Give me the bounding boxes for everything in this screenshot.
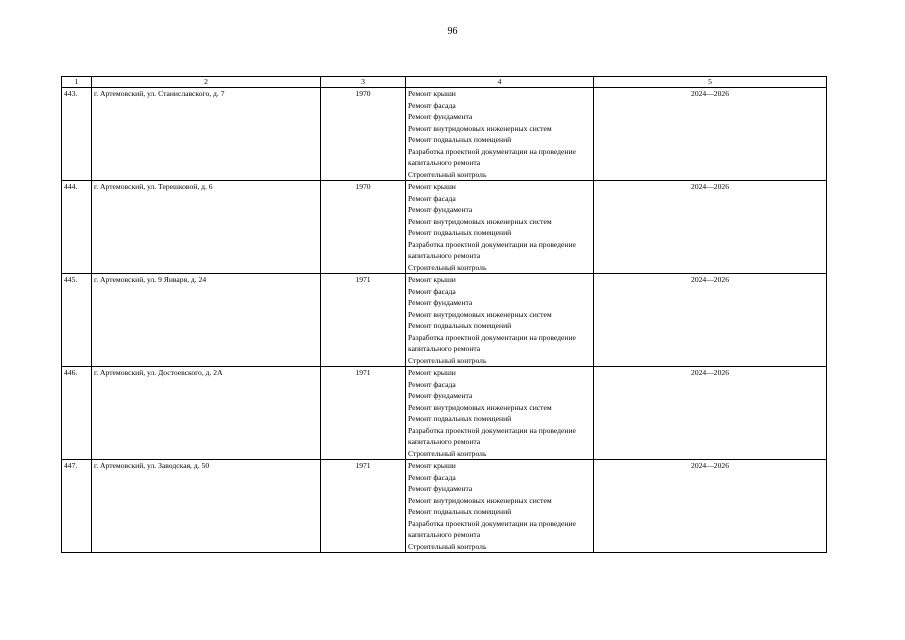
year-cell: 1971 <box>321 460 406 553</box>
period-cell: 2024—2026 <box>594 274 827 367</box>
work-item: Строительный контроль <box>408 541 487 551</box>
works-cell <box>406 367 594 460</box>
work-item: Ремонт подвальных помещений <box>408 228 512 237</box>
page-number: 96 <box>447 26 458 37</box>
work-item: Ремонт фундамента <box>408 484 473 493</box>
row-number-cell: 446. <box>62 367 92 460</box>
work-item: Разработка проектной документации на проведение капитального ремонта <box>408 332 576 353</box>
work-item: Ремонт крыши <box>408 461 456 470</box>
work-item: Ремонт фасада <box>408 472 456 482</box>
work-item: Ремонт фасада <box>408 286 456 296</box>
year-cell: 1971 <box>321 274 406 367</box>
work-item: Ремонт фундамента <box>408 391 473 400</box>
works-cell <box>406 181 594 274</box>
work-item: Строительный контроль <box>408 448 487 458</box>
period-cell: 2024—2026 <box>594 181 827 274</box>
table-row <box>62 181 827 274</box>
address-cell: г. Артемовский, ул. Заводская, д. 50 <box>92 460 321 553</box>
work-item: Ремонт фундамента <box>408 205 473 214</box>
period-cell: 2024—2026 <box>594 367 827 460</box>
period-cell: 2024—2026 <box>594 460 827 553</box>
work-item: Ремонт фундамента <box>408 298 473 307</box>
work-item: Ремонт фасада <box>408 100 456 110</box>
row-number-cell: 444. <box>62 181 92 274</box>
work-item: Ремонт внутридомовых инженерных систем <box>408 495 552 505</box>
work-item: Ремонт фундамента <box>408 112 473 121</box>
work-item: Ремонт внутридомовых инженерных систем <box>408 123 552 133</box>
row-number-cell: 445. <box>62 274 92 367</box>
work-item: Ремонт внутридомовых инженерных систем <box>408 402 552 412</box>
table-row <box>62 88 827 181</box>
address-cell: г. Артемовский, ул. 9 Января, д. 24 <box>92 274 321 367</box>
works-cell <box>406 460 594 553</box>
table-row <box>62 367 827 460</box>
work-item: Ремонт подвальных помещений <box>408 507 512 516</box>
column-header: 2 <box>92 77 321 88</box>
work-item: Разработка проектной документации на проведение капитального ремонта <box>408 239 576 260</box>
work-item: Разработка проектной документации на проведение капитального ремонта <box>408 425 576 446</box>
address-cell: г. Артемовский, ул. Станиславского, д. 7 <box>92 88 321 181</box>
work-item: Ремонт крыши <box>408 182 456 191</box>
year-cell: 1970 <box>321 88 406 181</box>
row-number-cell: 447. <box>62 460 92 553</box>
period-cell: 2024—2026 <box>594 88 827 181</box>
work-item: Строительный контроль <box>408 355 487 365</box>
column-header: 3 <box>321 77 406 88</box>
column-header: 5 <box>594 77 827 88</box>
address-cell: г. Артемовский, ул. Терешковой, д. 6 <box>92 181 321 274</box>
work-item: Ремонт фасада <box>408 379 456 389</box>
capital-repair-table <box>61 76 827 553</box>
work-item: Ремонт подвальных помещений <box>408 321 512 330</box>
work-item: Ремонт внутридомовых инженерных систем <box>408 216 552 226</box>
column-header: 4 <box>406 77 594 88</box>
work-item: Ремонт внутридомовых инженерных систем <box>408 309 552 319</box>
table-row <box>62 460 827 553</box>
work-item: Ремонт фасада <box>408 193 456 203</box>
work-item: Ремонт крыши <box>408 275 456 284</box>
work-item: Ремонт подвальных помещений <box>408 135 512 144</box>
work-item: Строительный контроль <box>408 262 487 272</box>
year-cell: 1971 <box>321 367 406 460</box>
table-row <box>62 274 827 367</box>
row-number-cell: 443. <box>62 88 92 181</box>
column-header: 1 <box>62 77 92 88</box>
works-cell <box>406 88 594 181</box>
work-item: Строительный контроль <box>408 169 487 179</box>
work-item: Ремонт крыши <box>408 368 456 377</box>
works-cell <box>406 274 594 367</box>
year-cell: 1970 <box>321 181 406 274</box>
work-item: Разработка проектной документации на проведение капитального ремонта <box>408 146 576 167</box>
table-header-row <box>62 77 827 88</box>
work-item: Ремонт подвальных помещений <box>408 414 512 423</box>
address-cell: г. Артемовский, ул. Достоевского, д. 2А <box>92 367 321 460</box>
work-item: Разработка проектной документации на проведение капитального ремонта <box>408 518 576 539</box>
table-body <box>62 88 827 553</box>
work-item: Ремонт крыши <box>408 89 456 98</box>
